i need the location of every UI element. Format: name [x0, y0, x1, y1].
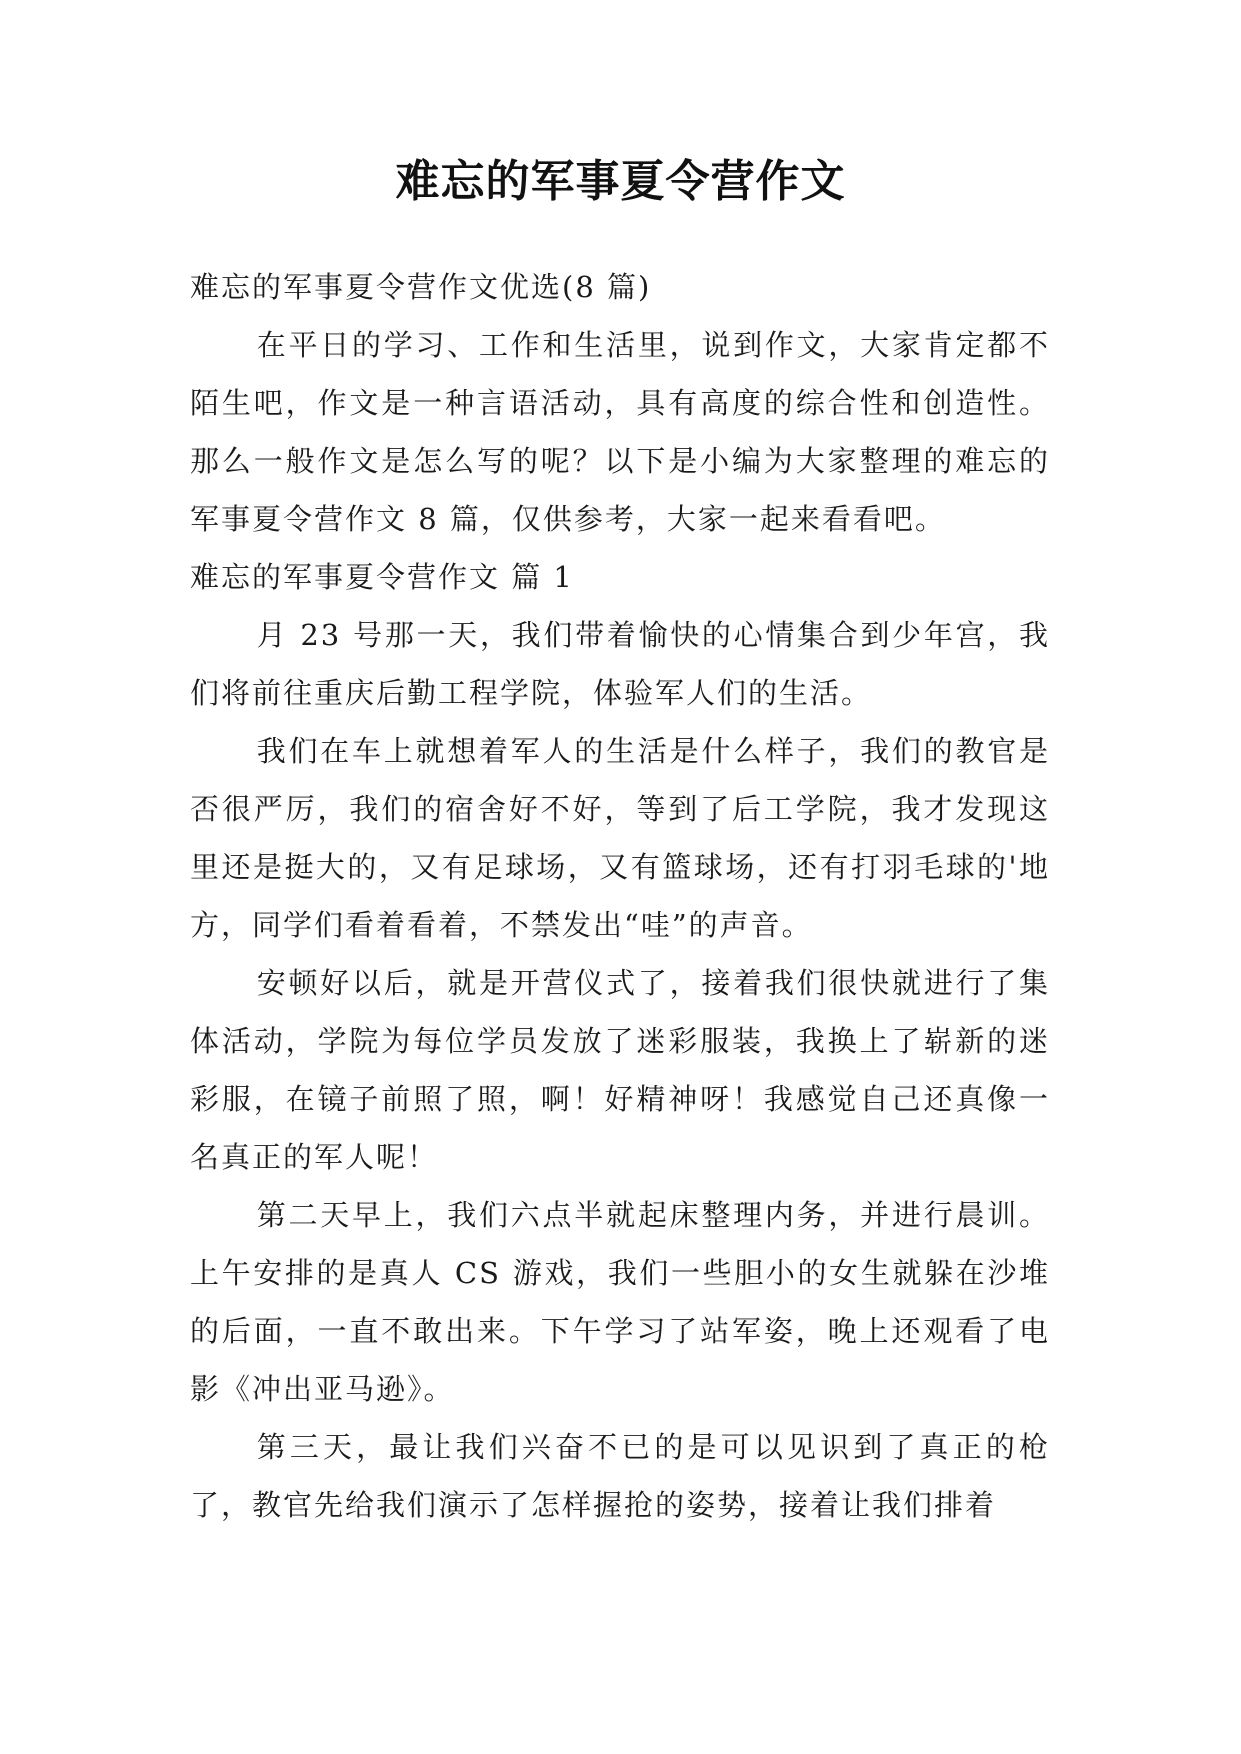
body-paragraph: 我们在车上就想着军人的生活是什么样子，我们的教官是否很严厉，我们的宿舍好不好，等到了后工学院，我才发现这里还是挺大的，又有足球场，又有篮球场，还有打羽毛球的'地方，同学们看着看着，不禁发出“哇”的声音。 — [190, 734, 1050, 942]
body-paragraph: 第二天早上，我们六点半就起床整理内务，并进行晨训。上午安排的是真人 CS 游戏，我们一些胆小的女生就躲在沙堆的后面，一直不敢出来。下午学习了站军姿，晚上还观看了电影《冲出亚马逊》。 — [190, 1198, 1050, 1406]
intro-paragraph: 在平日的学习、工作和生活里，说到作文，大家肯定都不陌生吧，作文是一种言语活动，具有高度的综合性和创造性。那么一般作文是怎么写的呢？以下是小编为大家整理的难忘的军事夏令营作文 8 篇，仅供参考，大家一起来看看吧。 — [190, 328, 1050, 536]
body-paragraph: 安顿好以后，就是开营仪式了，接着我们很快就进行了集体活动，学院为每位学员发放了迷彩服装，我换上了崭新的迷彩服，在镜子前照了照，啊！好精神呀！我感觉自己还真像一名真正的军人呢！ — [190, 966, 1050, 1174]
body-paragraph: 第三天，最让我们兴奋不已的是可以见识到了真正的枪了，教官先给我们演示了怎样握抢的姿势，接着让我们排着 — [190, 1430, 1050, 1522]
body-paragraph: 月 23 号那一天，我们带着愉快的心情集合到少年宫，我们将前往重庆后勤工程学院，体验军人们的生活。 — [190, 618, 1050, 710]
document-title: 难忘的军事夏令营作文 — [395, 156, 846, 207]
section-heading: 难忘的军事夏令营作文 篇 1 — [190, 560, 574, 594]
document-body — [190, 258, 1050, 1534]
document-subtitle: 难忘的军事夏令营作文优选(8 篇) — [190, 270, 652, 304]
